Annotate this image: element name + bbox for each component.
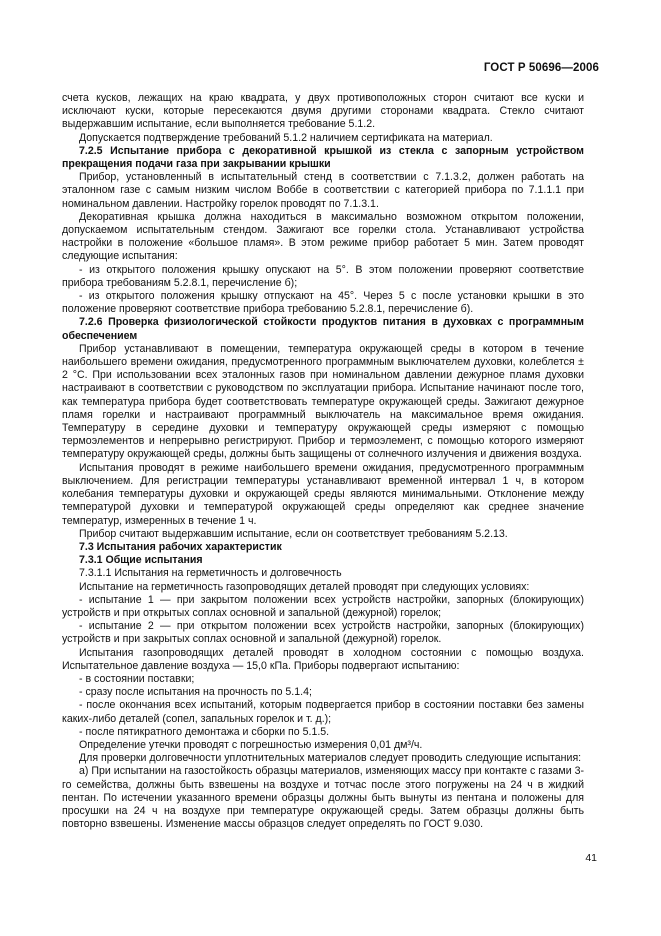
paragraph: Прибор устанавливают в помещении, температура окружающей среды в котором в течение наибольшего времени ожидания, предусмотренного программным выключателем духовки, колеблется ± 2 °С. При использовании всех эталонных газов при номинальном давлении дежурное пламя духовки настраивают в соответствии с руководством по эксплуатации прибора. Испытание начинают после того, как температура прибора будет соответствовать температуре окружающей среды. Зажигают дежурное пламя горелки и настраивают программный выключатель на максимальное время ожидания. Температуру в середине духовки и температуру окружающей среды измеряют с помощью термоэлементов и непрерывно регистрируют. Прибор и термоэлемент, с помощью которого измеряют температуру окружающей среды, должны быть защищены от солнечного излучения и движения воздуха. (62, 342, 584, 461)
paragraph: Допускается подтверждение требований 5.1.2 наличием сертификата на материал. (79, 131, 493, 144)
paragraph: Декоративная крышка должна находиться в максимально возможном открытом положении, допускаемом испытательным стендом. Зажигают все горелки стола. Устанавливают устройства настройки в положение «большое пламя». В этом режиме прибор работает 5 мин. Затем проводят следующие испытания: (62, 210, 584, 263)
subsection-title: 7.3.1.1 Испытания на герметичность и долговечность (79, 567, 342, 580)
list-item: - после окончания всех испытаний, которым подвергается прибор в состоянии поставки без замены каких-либо деталей (сопел, запальных горелок и т. д.); (62, 699, 584, 725)
paragraph: счета кусков, лежащих на краю квадрата, у двух противоположных сторон считают все куски и исключают куски, которые пересекаются двумя другими сторонами квадрата. Стекло считают выдержавшим испытание, если выполняется требование 5.1.2. (62, 92, 584, 131)
page-number: 41 (585, 852, 597, 864)
standard-header: ГОСТ Р 50696—2006 (483, 62, 599, 74)
paragraph: а) При испытании на газостойкость образцы материалов, изменяющих массу при контакте с газами 3-го семейства, должны быть взвешены на воздухе и тотчас после этого погружены на 24 ч в жидкий пентан. По истечении указанного времени образцы должны быть вынуты из пентана и положены для просушки на 24 ч на воздухе при температуре окружающей среды. Затем образцы должны быть повторно взвешены. Изменение массы образцов следует определять по ГОСТ 9.030. (62, 765, 584, 831)
list-item: - испытание 2 — при открытом положении всех устройств настройки, запорных (блокирующих) устройств и при закрытых соплах основной и запальной (дежурной) горелок. (62, 620, 584, 646)
list-item: - после пятикратного демонтажа и сборки по 5.1.5. (79, 725, 330, 738)
section-heading: 7.2.5 Испытание прибора с декоративной крышкой из стекла с запорным устройством прекращения подачи газа при закрывании крышки (62, 144, 584, 171)
list-item: - из открытого положения крышку отпускают на 45°. Через 5 с после установки крышки в это положение проверяют соответствие прибора требованию 5.2.8.1, перечисление б). (62, 290, 584, 316)
list-item: - из открытого положения крышку опускают на 5°. В этом положении проверяют соответствие прибора требованиям 5.2.8.1, перечисление б); (62, 263, 584, 289)
list-item: - в состоянии поставки; (79, 672, 195, 685)
paragraph: Прибор считают выдержавшим испытание, если он соответствует требованиям 5.2.13. (79, 527, 508, 540)
document-body (62, 92, 584, 831)
list-item: - сразу после испытания на прочность по 5.1.4; (79, 686, 312, 699)
section-heading: 7.3.1 Общие испытания (79, 554, 203, 567)
paragraph: Прибор, установленный в испытательный стенд в соответствии с 7.1.3.2, должен работать на эталонном газе с самым низким числом Воббе в соответствии с категорией прибора по 7.1.1.1 при номинальном давлении. Настройку горелок проводят по 7.1.3.1. (62, 171, 584, 210)
list-item: - испытание 1 — при закрытом положении всех устройств настройки, запорных (блокирующих) устройств и при открытых соплах основной и запальной (дежурной) горелок; (62, 593, 584, 619)
paragraph: Для проверки долговечности уплотнительных материалов следует проводить следующие испытания: (79, 752, 582, 765)
paragraph: Определение утечки проводят с погрешностью измерения 0,01 дм³/ч. (79, 738, 423, 751)
section-heading: 7.3 Испытания рабочих характеристик (79, 540, 282, 553)
paragraph: Испытания проводят в режиме наибольшего времени ожидания, предусмотренного программным выключением. Для регистрации температуры устанавливают временной интервал 1 ч, в котором колебания температуры духовки и окружающей среды являются минимальными. Отклонение между температурой духовки и температурой окружающей среды определяют как среднее значение температур, измеренных в течение 1 ч. (62, 461, 584, 527)
paragraph: Испытание на герметичность газопроводящих деталей проводят при следующих условиях: (79, 580, 530, 593)
section-heading: 7.2.6 Проверка физиологической стойкости продуктов питания в духовках с программным обеспечением (62, 316, 584, 342)
paragraph: Испытания газопроводящих деталей проводят в холодном состоянии с помощью воздуха. Испытательное давление воздуха — 15,0 кПа. Приборы подвергают испытанию: (62, 646, 584, 672)
